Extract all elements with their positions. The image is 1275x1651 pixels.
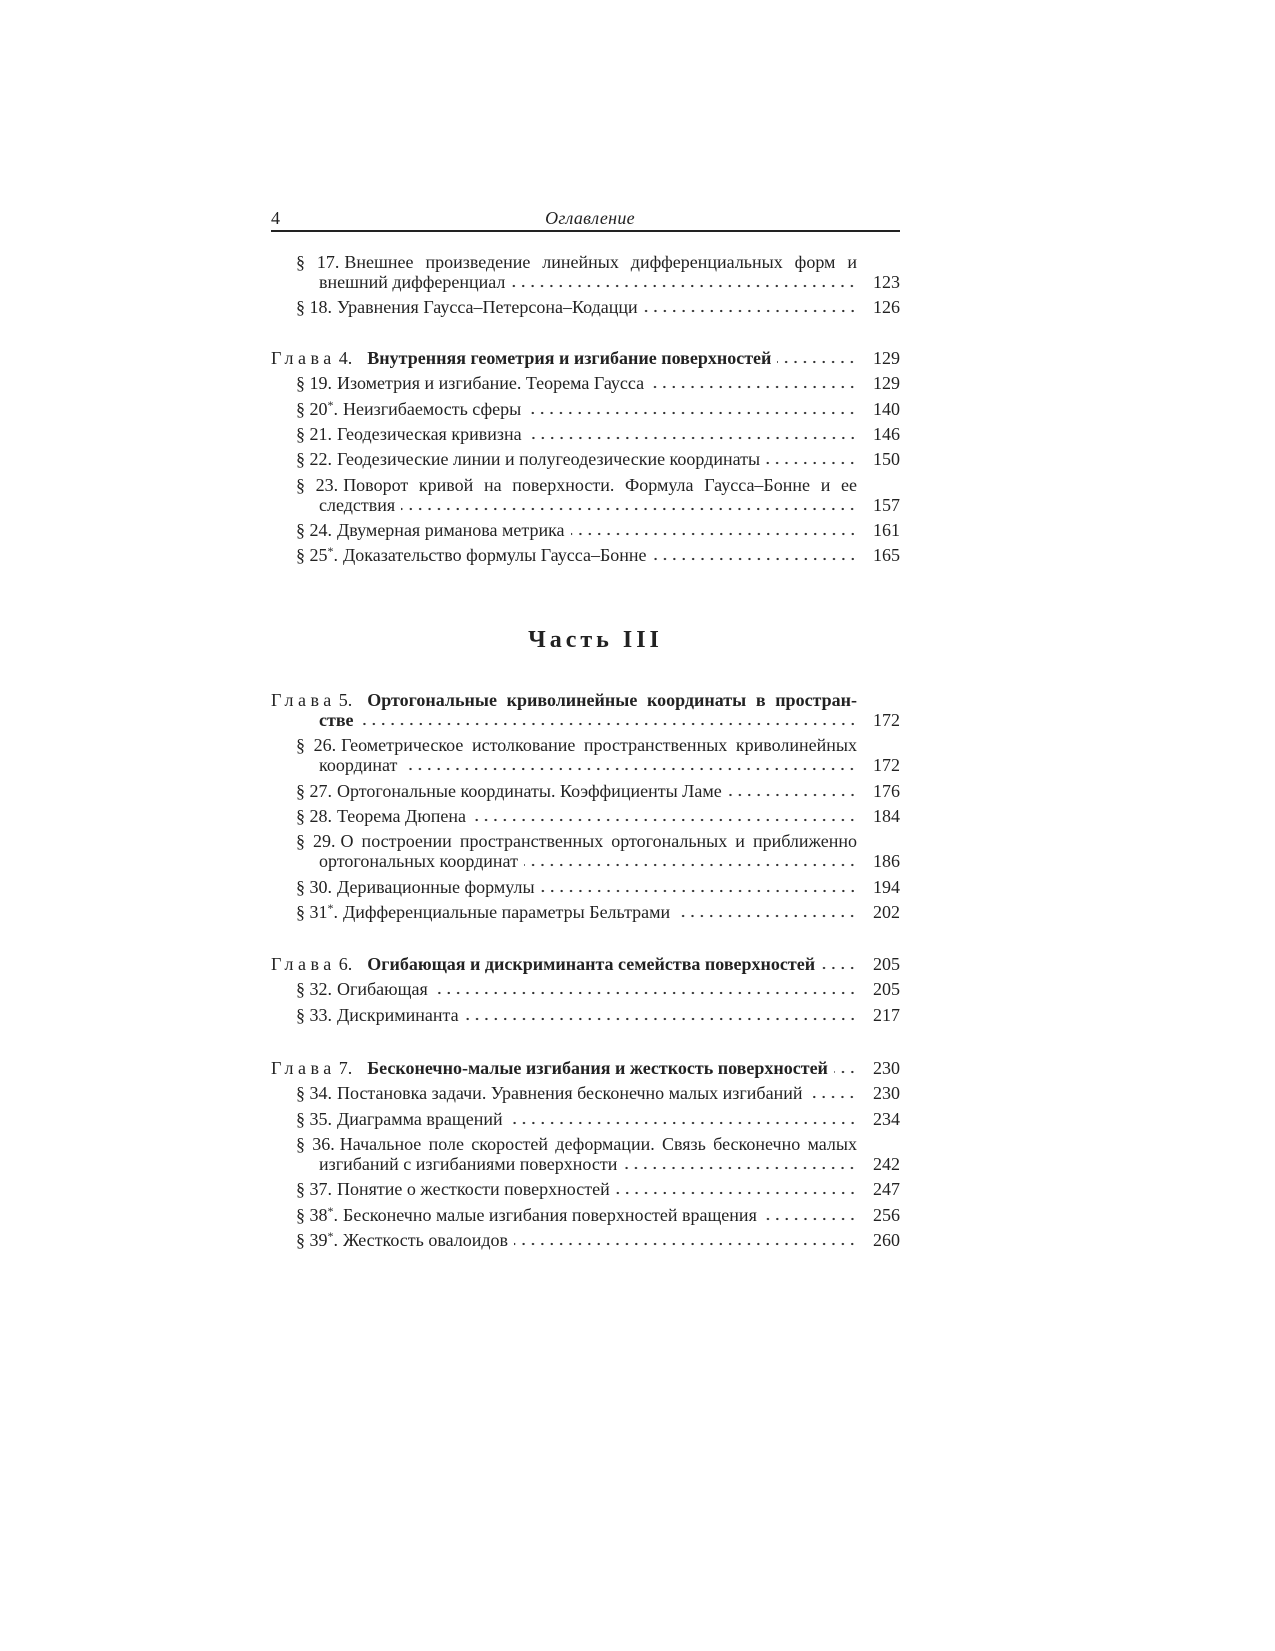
page-ref: 157 bbox=[873, 494, 900, 515]
section-title: Теорема Дюпена bbox=[337, 805, 467, 826]
toc-section-19 bbox=[271, 373, 900, 393]
page-ref: 260 bbox=[873, 1229, 900, 1250]
page-ref: 146 bbox=[873, 423, 900, 444]
section-number: § 21. bbox=[296, 423, 332, 444]
chapter-label: Глава bbox=[271, 690, 336, 710]
section-number: § 33. bbox=[296, 1004, 332, 1025]
section-number: § 34. bbox=[296, 1083, 332, 1104]
page-ref: 161 bbox=[873, 519, 900, 540]
toc-section-39 bbox=[271, 1230, 900, 1250]
page-ref: 186 bbox=[873, 851, 900, 872]
section-heading bbox=[296, 373, 644, 393]
chapter-label: Глава bbox=[271, 1058, 336, 1078]
toc-section-27 bbox=[271, 781, 900, 801]
section-number: § 37. bbox=[296, 1179, 332, 1200]
asterisk-mark: * bbox=[327, 1203, 334, 1218]
section-heading bbox=[296, 781, 722, 801]
section-number: § 18. bbox=[296, 297, 332, 318]
section-title: Геодезические линии и полугеодезические координаты bbox=[337, 449, 761, 470]
section-number: § 29. bbox=[296, 831, 336, 852]
section-heading bbox=[296, 297, 638, 317]
section-title: Доказательство формулы Гаусса–Бонне bbox=[343, 545, 647, 566]
leader-dots bbox=[528, 424, 857, 444]
section-title: Огибающая bbox=[337, 979, 428, 1000]
asterisk-mark: * bbox=[327, 1228, 334, 1243]
section-number: § 20 bbox=[296, 398, 328, 419]
leader-dots bbox=[541, 877, 857, 897]
section-number: § 38 bbox=[296, 1204, 328, 1225]
leader-dots bbox=[728, 781, 857, 801]
section-title: Бесконечно малые изгибания поверхностей вращения bbox=[343, 1204, 757, 1225]
page-ref: 126 bbox=[873, 297, 900, 318]
section-title: Геодезическая кривизна bbox=[337, 423, 522, 444]
section-title: О построении пространственных ортогональных и приближенно bbox=[340, 831, 858, 852]
page-ref: 176 bbox=[873, 780, 900, 801]
leader-dots bbox=[834, 1058, 857, 1078]
section-number: § 36. bbox=[296, 1133, 335, 1154]
section-title: Ортогональные координаты. Коэффициенты Ламе bbox=[337, 780, 722, 801]
chapter-title-continued: стве bbox=[319, 710, 354, 730]
page-ref: 205 bbox=[873, 954, 900, 974]
section-title: Геометрическое истолкование пространственных криволинейных bbox=[341, 735, 857, 756]
page-number: 4 bbox=[271, 208, 280, 228]
section-heading bbox=[296, 424, 522, 444]
chapter-heading bbox=[271, 348, 771, 368]
section-number-period: . bbox=[333, 1204, 338, 1225]
section-title-continued: ортогональных координат bbox=[319, 851, 518, 872]
chapter-number: 5. bbox=[338, 690, 353, 710]
chapter-heading bbox=[271, 954, 815, 974]
page-ref: 150 bbox=[873, 449, 900, 470]
toc-group-chapter-4 bbox=[271, 348, 900, 565]
chapter-title: Бесконечно-малые изгибания и жесткость поверхностей bbox=[367, 1058, 828, 1078]
toc-chapter-5 bbox=[271, 690, 900, 730]
section-number: § 39 bbox=[296, 1229, 328, 1250]
leader-dots bbox=[465, 1005, 857, 1025]
toc-chapter-7 bbox=[271, 1058, 900, 1078]
section-number: § 24. bbox=[296, 519, 332, 540]
toc-section-34 bbox=[271, 1083, 900, 1103]
chapter-number: 6. bbox=[338, 954, 353, 974]
section-title: Понятие о жесткости поверхностей bbox=[337, 1179, 610, 1200]
section-number: § 31 bbox=[296, 901, 328, 922]
section-heading bbox=[296, 1083, 802, 1103]
leader-dots bbox=[766, 449, 857, 469]
section-heading bbox=[296, 449, 760, 469]
leader-dots bbox=[616, 1179, 857, 1199]
leader-dots bbox=[514, 1230, 857, 1250]
section-number: § 28. bbox=[296, 805, 332, 826]
section-title: Диаграмма вращений bbox=[337, 1108, 503, 1129]
section-title: Уравнения Гаусса–Петерсона–Кодацци bbox=[337, 297, 638, 318]
section-number: § 27. bbox=[296, 780, 332, 801]
leader-dots bbox=[676, 902, 857, 922]
toc-section-20 bbox=[271, 399, 900, 419]
page-ref: 202 bbox=[873, 901, 900, 922]
leader-dots bbox=[623, 1154, 857, 1174]
leader-dots bbox=[808, 1083, 857, 1103]
section-title: Жесткость овалоидов bbox=[343, 1229, 509, 1250]
toc-section-32 bbox=[271, 979, 900, 999]
section-heading bbox=[296, 399, 521, 419]
leader-dots bbox=[650, 373, 857, 393]
toc-group-chapter-7 bbox=[271, 1058, 900, 1250]
leader-dots bbox=[763, 1205, 857, 1225]
section-heading bbox=[296, 1179, 610, 1199]
page-ref: 234 bbox=[873, 1108, 900, 1129]
section-heading bbox=[296, 1005, 459, 1025]
section-number: § 32. bbox=[296, 979, 332, 1000]
toc-section-26 bbox=[271, 735, 900, 775]
chapter-heading bbox=[271, 1058, 828, 1078]
running-title: Оглавление bbox=[545, 208, 635, 228]
chapter-title: Ортогональные криволинейные координаты в простран- bbox=[367, 690, 857, 710]
page-ref: 242 bbox=[873, 1153, 900, 1174]
leader-dots bbox=[821, 954, 857, 974]
leader-dots bbox=[509, 1109, 857, 1129]
section-title: Изометрия и изгибание. Теорема Гаусса bbox=[337, 373, 645, 394]
section-number: § 30. bbox=[296, 876, 332, 897]
page-ref: 129 bbox=[873, 348, 900, 368]
running-head bbox=[271, 207, 900, 229]
chapter-number: 4. bbox=[338, 348, 353, 368]
header-rule bbox=[271, 230, 900, 232]
section-number-period: . bbox=[333, 901, 338, 922]
section-heading bbox=[296, 1205, 757, 1225]
section-title: Постановка задачи. Уравнения бесконечно малых изгибаний bbox=[337, 1083, 803, 1104]
asterisk-mark: * bbox=[327, 544, 334, 559]
chapter-label: Глава bbox=[271, 348, 336, 368]
section-title: Поворот кривой на поверхности. Формула Гаусса–Бонне и ее bbox=[343, 474, 857, 495]
section-number: § 25 bbox=[296, 545, 328, 566]
section-title: Начальное поле скоростей деформации. Связь бесконечно малых bbox=[339, 1133, 857, 1154]
toc-section-33 bbox=[271, 1005, 900, 1025]
page-ref: 184 bbox=[873, 805, 900, 826]
leader-dots bbox=[360, 710, 857, 730]
section-heading bbox=[296, 520, 565, 540]
page-ref: 140 bbox=[873, 398, 900, 419]
toc-section-30 bbox=[271, 877, 900, 897]
section-number: § 26. bbox=[296, 735, 337, 756]
toc-section-24 bbox=[271, 520, 900, 540]
asterisk-mark: * bbox=[327, 397, 334, 412]
toc-section-38 bbox=[271, 1205, 900, 1225]
toc-section-18 bbox=[271, 297, 900, 317]
page-ref: 217 bbox=[873, 1004, 900, 1025]
toc-section-37 bbox=[271, 1179, 900, 1199]
leader-dots bbox=[472, 806, 857, 826]
section-heading bbox=[296, 979, 428, 999]
page-ref: 247 bbox=[873, 1179, 900, 1200]
leader-dots bbox=[644, 297, 857, 317]
section-heading bbox=[296, 545, 647, 565]
leader-dots bbox=[571, 520, 857, 540]
chapter-label: Глава bbox=[271, 954, 336, 974]
section-number: § 23. bbox=[296, 474, 339, 495]
toc-section-23 bbox=[271, 475, 900, 515]
leader-dots bbox=[777, 348, 857, 368]
page-ref: 194 bbox=[873, 876, 900, 897]
section-title: Деривационные формулы bbox=[337, 876, 535, 897]
page-ref: 123 bbox=[873, 272, 900, 292]
page-ref: 172 bbox=[873, 755, 900, 776]
page-ref: 230 bbox=[873, 1058, 900, 1078]
toc-group-continued bbox=[271, 252, 900, 317]
page-ref: 256 bbox=[873, 1204, 900, 1225]
toc-section-31 bbox=[271, 902, 900, 922]
toc-section-21 bbox=[271, 424, 900, 444]
chapter-title: Огибающая и дискриминанта семейства поверхностей bbox=[367, 954, 816, 974]
toc-section-29 bbox=[271, 831, 900, 871]
section-title: Внешнее произведение линейных дифференциальных форм и bbox=[344, 252, 857, 272]
section-number-period: . bbox=[333, 545, 338, 566]
toc-section-22 bbox=[271, 449, 900, 469]
leader-dots bbox=[511, 272, 857, 292]
section-title-continued: внешний дифференциал bbox=[319, 272, 506, 292]
toc-chapter-6 bbox=[271, 954, 900, 974]
page-ref: 230 bbox=[873, 1083, 900, 1104]
page-ref: 172 bbox=[873, 710, 900, 730]
page-ref: 129 bbox=[873, 373, 900, 394]
page-ref: 205 bbox=[873, 979, 900, 1000]
section-number-period: . bbox=[333, 1229, 338, 1250]
section-title: Двумерная риманова метрика bbox=[337, 519, 565, 540]
asterisk-mark: * bbox=[327, 900, 334, 915]
toc-section-35 bbox=[271, 1109, 900, 1129]
section-title: Дискриминанта bbox=[337, 1004, 459, 1025]
leader-dots bbox=[434, 979, 857, 999]
toc-section-17 bbox=[271, 252, 900, 292]
toc-group-chapter-5 bbox=[271, 690, 900, 922]
toc-section-25 bbox=[271, 545, 900, 565]
page-ref: 165 bbox=[873, 545, 900, 566]
leader-dots bbox=[527, 399, 857, 419]
leader-dots bbox=[403, 755, 857, 775]
section-heading bbox=[296, 806, 466, 826]
section-number: § 22. bbox=[296, 449, 332, 470]
section-title-continued: следствия bbox=[319, 494, 396, 515]
section-title: Дифференциальные параметры Бельтрами bbox=[343, 901, 671, 922]
section-heading bbox=[296, 877, 535, 897]
section-title: Неизгибаемость сферы bbox=[343, 398, 522, 419]
toc-group-chapter-6 bbox=[271, 954, 900, 1025]
section-number-period: . bbox=[333, 398, 338, 419]
toc-section-28 bbox=[271, 806, 900, 826]
section-heading bbox=[296, 1109, 503, 1129]
leader-dots bbox=[653, 545, 857, 565]
leader-dots bbox=[401, 495, 857, 515]
section-title-continued: координат bbox=[319, 755, 398, 776]
leader-dots bbox=[524, 851, 857, 871]
section-number: § 17. bbox=[296, 252, 340, 272]
toc-chapter-4 bbox=[271, 348, 900, 368]
section-heading bbox=[296, 902, 670, 922]
chapter-title: Внутренняя геометрия и изгибание поверхностей bbox=[367, 348, 772, 368]
section-number: § 19. bbox=[296, 373, 332, 394]
section-heading bbox=[296, 1230, 508, 1250]
chapter-number: 7. bbox=[338, 1058, 353, 1078]
section-number: § 35. bbox=[296, 1108, 332, 1129]
toc-section-36 bbox=[271, 1134, 900, 1174]
section-title-continued: изгибаний с изгибаниями поверхности bbox=[319, 1153, 618, 1174]
part-title: Часть III bbox=[528, 627, 663, 653]
